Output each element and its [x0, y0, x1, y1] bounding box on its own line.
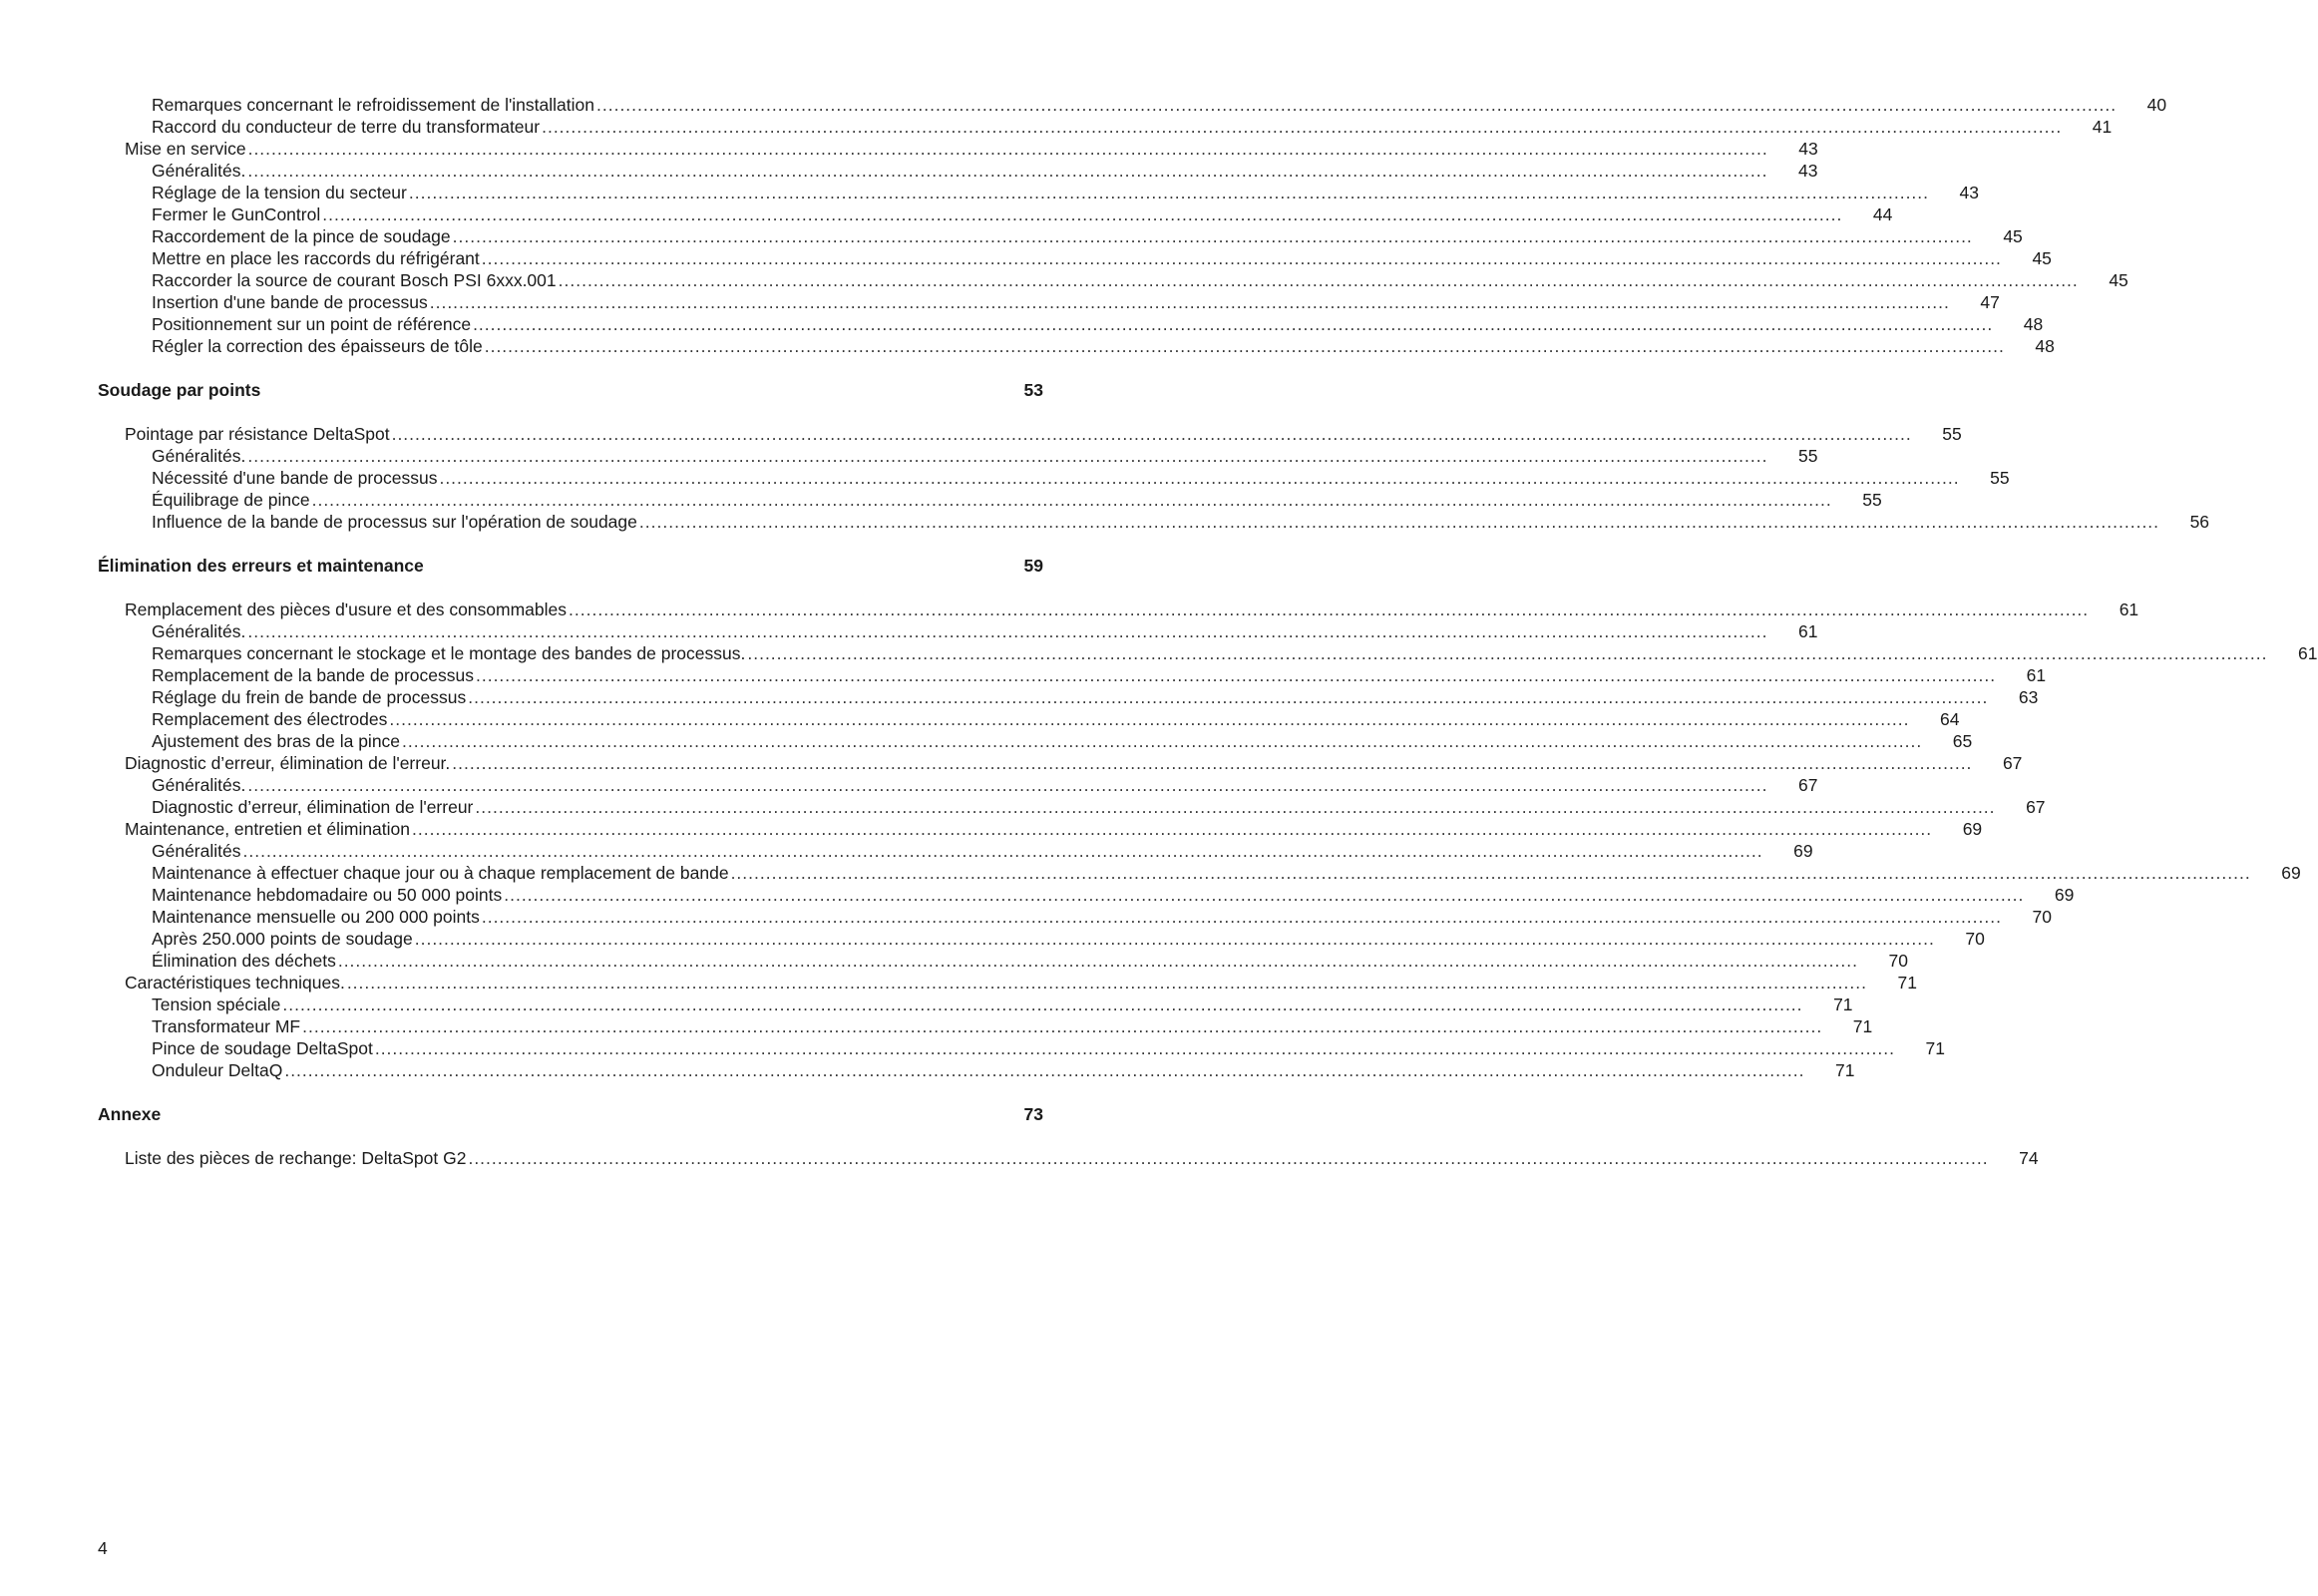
toc-entry: [98, 1015, 1873, 1037]
toc-entry: [98, 1037, 1945, 1059]
toc-entry: [98, 796, 2046, 818]
dot-leader: ....................................................................................................................................................................................................................................................................: [391, 424, 1912, 444]
toc-entry: [98, 862, 2301, 884]
entry-title: Diagnostic d’erreur, élimination de l'erreur: [152, 797, 474, 817]
dot-leader: ....................................................................................................................................................................................................................................................................: [408, 183, 1930, 202]
toc-entry: [98, 94, 2167, 116]
entry-title: Élimination des déchets: [152, 951, 336, 971]
entry-page-number: 69: [1793, 841, 1813, 861]
entry-page-number: 47: [1980, 292, 2000, 312]
entry-page-number: 56: [2189, 512, 2210, 532]
toc-entry: [98, 291, 2000, 313]
entry-title: Remplacement des électrodes: [152, 709, 388, 729]
dot-leader: ....................................................................................................................................................................................................................................................................: [481, 248, 2002, 268]
toc-entry: [98, 445, 1818, 467]
dot-leader: ....................................................................................................................................................................................................................................................................: [311, 490, 1832, 510]
entry-page-number: 43: [1798, 139, 1818, 159]
dot-leader: ....................................................................................................................................................................................................................................................................: [247, 161, 1768, 181]
dot-leader: ....................................................................................................................................................................................................................................................................: [468, 1148, 1989, 1168]
entry-page-number: 61: [2119, 599, 2139, 619]
entry-page-number: 55: [1798, 446, 1818, 466]
section-title: Annexe: [98, 1104, 162, 1124]
entry-page-number: 71: [1925, 1038, 1945, 1058]
entry-title: Raccordement de la pince de soudage: [152, 226, 451, 246]
entry-page-number: 71: [1835, 1060, 1855, 1080]
dot-leader: ....................................................................................................................................................................................................................................................................: [542, 117, 2063, 137]
entry-page-number: 43: [1959, 183, 1980, 202]
dot-leader: ....................................................................................................................................................................................................................................................................: [475, 665, 1997, 685]
toc-section-heading: [98, 1103, 1043, 1125]
dot-leader: ....................................................................................................................................................................................................................................................................: [284, 1060, 1805, 1080]
toc-entry: [98, 138, 1818, 160]
toc-entry: [98, 313, 2044, 335]
toc-entry: [98, 467, 2010, 489]
page-number: 4: [98, 1538, 108, 1558]
entry-page-number: 69: [2054, 885, 2075, 905]
toc-entry: [98, 994, 1853, 1015]
toc-entry: [98, 423, 1962, 445]
entry-title: Tension spéciale: [152, 995, 281, 1014]
entry-title: Équilibrage de pince: [152, 490, 310, 510]
dot-leader: ....................................................................................................................................................................................................................................................................: [247, 446, 1768, 466]
toc-entry: [98, 598, 2139, 620]
entry-title: Diagnostic d’erreur, élimination de l'erreur.: [125, 753, 451, 773]
entry-title: Remplacement des pièces d'usure et des consommables: [125, 599, 568, 619]
entry-page-number: 69: [1962, 819, 1983, 839]
toc-entry: [98, 774, 1818, 796]
entry-title: Généralités: [152, 841, 241, 861]
entry-page-number: 63: [2018, 687, 2039, 707]
entry-page-number: 70: [1888, 951, 1908, 971]
entry-page-number: 61: [2026, 665, 2047, 685]
entry-page-number: 67: [2026, 797, 2046, 817]
entry-title: Liste des pièces de rechange: DeltaSpot G2: [125, 1148, 467, 1168]
toc-entry: [98, 160, 1818, 182]
toc-entry: [98, 730, 1973, 752]
dot-leader: ....................................................................................................................................................................................................................................................................: [414, 929, 1935, 949]
entry-page-number: 71: [1852, 1016, 1873, 1036]
toc-entry: [98, 269, 2128, 291]
entry-title: Maintenance mensuelle ou 200 000 points: [152, 907, 480, 927]
dot-leader: ....................................................................................................................................................................................................................................................................: [747, 643, 2268, 663]
entry-page-number: 74: [2019, 1148, 2039, 1168]
entry-page-number: 43: [1798, 161, 1818, 181]
toc-entry: [98, 950, 1908, 972]
toc-entry: [98, 752, 2023, 774]
entry-page-number: 55: [1862, 490, 1882, 510]
entry-page-number: 41: [2092, 117, 2113, 137]
section-page-number: 73: [1023, 1104, 1043, 1124]
toc-section-heading: [98, 555, 1043, 577]
dot-leader: ....................................................................................................................................................................................................................................................................: [282, 995, 1803, 1014]
entry-page-number: 48: [2023, 314, 2044, 334]
entry-title: Remarques concernant le stockage et le montage des bandes de processus.: [152, 643, 746, 663]
dot-leader: ....................................................................................................................................................................................................................................................................: [247, 139, 1768, 159]
entry-title: Maintenance, entretien et élimination: [125, 819, 411, 839]
toc-entry: [98, 620, 1818, 642]
entry-page-number: 67: [1798, 775, 1818, 795]
entry-page-number: 45: [2003, 226, 2023, 246]
dot-leader: ....................................................................................................................................................................................................................................................................: [452, 753, 1973, 773]
dot-leader: ....................................................................................................................................................................................................................................................................: [481, 907, 2002, 927]
entry-page-number: 61: [1798, 621, 1818, 641]
entry-page-number: 45: [2109, 270, 2128, 290]
entry-page-number: 65: [1952, 731, 1973, 751]
toc-entry: [98, 818, 1983, 840]
toc-entry: [98, 247, 2052, 269]
entry-page-number: 69: [2281, 863, 2301, 883]
toc-entry: [98, 182, 1980, 203]
toc-entry: [98, 1147, 2039, 1169]
entry-title: Caractéristiques techniques.: [125, 973, 345, 993]
entry-title: Réglage de la tension du secteur: [152, 183, 407, 202]
entry-page-number: 70: [2032, 907, 2052, 927]
entry-page-number: 45: [2032, 248, 2052, 268]
dot-leader: ....................................................................................................................................................................................................................................................................: [242, 841, 1763, 861]
dot-leader: ....................................................................................................................................................................................................................................................................: [596, 95, 2118, 115]
section-title: Élimination des erreurs et maintenance: [98, 556, 424, 576]
dot-leader: ....................................................................................................................................................................................................................................................................: [484, 336, 2005, 356]
dot-leader: ....................................................................................................................................................................................................................................................................: [730, 863, 2251, 883]
entry-title: Généralités.: [152, 621, 246, 641]
entry-title: Fermer le GunControl: [152, 204, 321, 224]
section-page-number: 53: [1023, 380, 1043, 400]
entry-title: Remarques concernant le refroidissement de l'installation: [152, 95, 594, 115]
toc-section-heading: [98, 379, 1043, 401]
entry-title: Positionnement sur un point de référence: [152, 314, 472, 334]
toc-entry: [98, 840, 1813, 862]
entry-title: Généralités.: [152, 446, 246, 466]
entry-title: Mettre en place les raccords du réfrigérant: [152, 248, 480, 268]
entry-page-number: 40: [2146, 95, 2167, 115]
entry-title: Raccorder la source de courant Bosch PSI 6xxx.001: [152, 270, 557, 290]
dot-leader: ....................................................................................................................................................................................................................................................................: [439, 468, 1960, 488]
entry-title: Nécessité d'une bande de processus: [152, 468, 438, 488]
dot-leader: ....................................................................................................................................................................................................................................................................: [389, 709, 1910, 729]
dot-leader: ....................................................................................................................................................................................................................................................................: [468, 687, 1989, 707]
entry-title: Insertion d'une bande de processus: [152, 292, 428, 312]
dot-leader: ....................................................................................................................................................................................................................................................................: [558, 270, 2079, 290]
section-page-number: 59: [1023, 556, 1043, 576]
entry-title: Ajustement des bras de la pince: [152, 731, 401, 751]
toc-entry: [98, 972, 1917, 994]
entry-page-number: 61: [2298, 643, 2318, 663]
dot-leader: ....................................................................................................................................................................................................................................................................: [402, 731, 1923, 751]
toc-entry: [98, 928, 1985, 950]
toc-entry: [98, 1059, 1855, 1081]
toc-entry: [98, 116, 2113, 138]
toc-entry: [98, 906, 2052, 928]
dot-leader: ....................................................................................................................................................................................................................................................................: [429, 292, 1950, 312]
toc-entry: [98, 225, 2023, 247]
toc-entry: [98, 884, 2075, 906]
entry-page-number: 64: [1940, 709, 1960, 729]
dot-leader: ....................................................................................................................................................................................................................................................................: [475, 797, 1996, 817]
entry-page-number: 55: [1942, 424, 1962, 444]
entry-page-number: 71: [1833, 995, 1853, 1014]
section-title: Soudage par points: [98, 380, 261, 400]
table-of-contents: [98, 94, 2318, 1169]
dot-leader: ....................................................................................................................................................................................................................................................................: [302, 1016, 1823, 1036]
entry-title: Transformateur MF: [152, 1016, 301, 1036]
toc-entry: [98, 489, 1882, 511]
dot-leader: ....................................................................................................................................................................................................................................................................: [322, 204, 1843, 224]
entry-page-number: 44: [1872, 204, 1893, 224]
dot-leader: ....................................................................................................................................................................................................................................................................: [473, 314, 1994, 334]
dot-leader: ....................................................................................................................................................................................................................................................................: [337, 951, 1858, 971]
toc-entry: [98, 686, 2039, 708]
dot-leader: ....................................................................................................................................................................................................................................................................: [569, 599, 2090, 619]
entry-page-number: 67: [2002, 753, 2023, 773]
entry-title: Après 250.000 points de soudage: [152, 929, 413, 949]
entry-title: Généralités.: [152, 161, 246, 181]
dot-leader: ....................................................................................................................................................................................................................................................................: [638, 512, 2160, 532]
dot-leader: ....................................................................................................................................................................................................................................................................: [346, 973, 1867, 993]
entry-title: Remplacement de la bande de processus: [152, 665, 474, 685]
entry-title: Réglage du frein de bande de processus: [152, 687, 467, 707]
entry-title: Généralités.: [152, 775, 246, 795]
entry-page-number: 70: [1965, 929, 1985, 949]
entry-title: Raccord du conducteur de terre du transformateur: [152, 117, 541, 137]
entry-title: Maintenance à effectuer chaque jour ou à chaque remplacement de bande: [152, 863, 729, 883]
entry-title: Mise en service: [125, 139, 246, 159]
dot-leader: ....................................................................................................................................................................................................................................................................: [374, 1038, 1895, 1058]
entry-title: Régler la correction des épaisseurs de tôle: [152, 336, 483, 356]
entry-title: Onduleur DeltaQ: [152, 1060, 283, 1080]
entry-title: Influence de la bande de processus sur l'opération de soudage: [152, 512, 637, 532]
entry-title: Maintenance hebdomadaire ou 50 000 points: [152, 885, 503, 905]
dot-leader: ....................................................................................................................................................................................................................................................................: [412, 819, 1933, 839]
toc-entry: [98, 511, 2210, 533]
entry-page-number: 71: [1897, 973, 1917, 993]
entry-title: Pointage par résistance DeltaSpot: [125, 424, 390, 444]
entry-page-number: 48: [2035, 336, 2055, 356]
dot-leader: ....................................................................................................................................................................................................................................................................: [452, 226, 1973, 246]
dot-leader: ....................................................................................................................................................................................................................................................................: [247, 621, 1768, 641]
toc-entry: [98, 708, 1960, 730]
dot-leader: ....................................................................................................................................................................................................................................................................: [247, 775, 1768, 795]
toc-entry: [98, 335, 2055, 357]
toc-entry: [98, 203, 1893, 225]
dot-leader: ....................................................................................................................................................................................................................................................................: [504, 885, 2025, 905]
toc-entry: [98, 664, 2047, 686]
entry-title: Pince de soudage DeltaSpot: [152, 1038, 373, 1058]
toc-entry: [98, 642, 2318, 664]
entry-page-number: 55: [1990, 468, 2010, 488]
